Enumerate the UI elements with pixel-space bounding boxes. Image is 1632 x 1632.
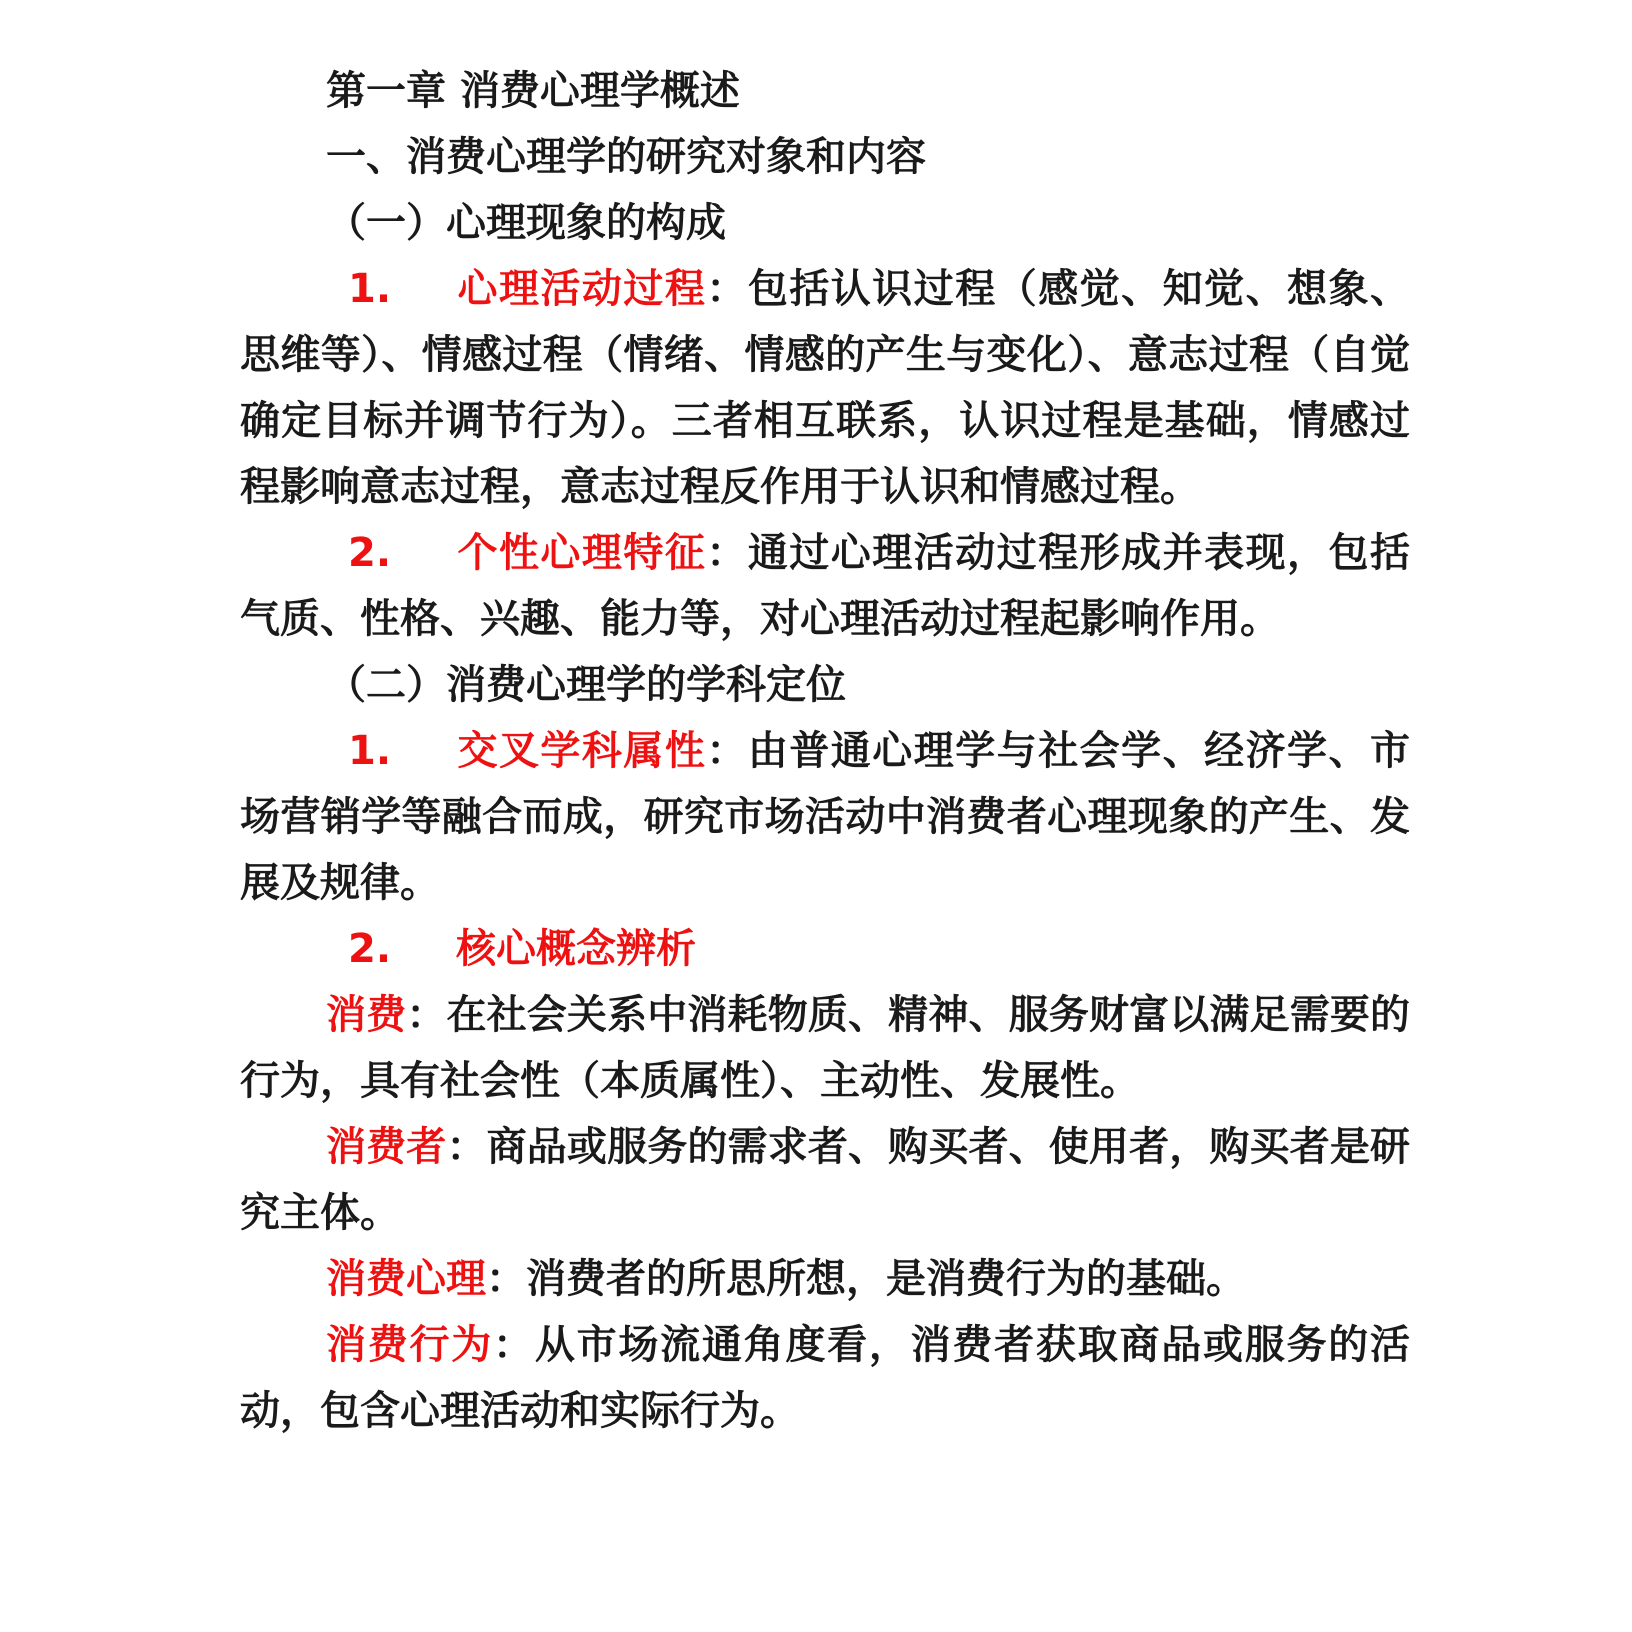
item-term: 个性心理特征 — [456, 530, 707, 576]
item-number: 1. — [348, 266, 392, 312]
concept-text: 商品或服务的需求者、购买者、使用者，购买者是研究主体。 — [240, 1124, 1411, 1236]
item-text: 通过心理活动过程形成并表现，包括气质、性格、兴趣、能力等，对心理活动过程起影响作用。 — [240, 530, 1411, 642]
concept-consumer — [240, 1114, 1410, 1246]
concept-text: 在社会关系中消耗物质、精神、服务财富以满足需要的行为，具有社会性（本质属性）、主动性、发展性。 — [240, 992, 1411, 1104]
item-number: 2. — [348, 530, 392, 576]
concept-consumer-psychology — [240, 1246, 1410, 1312]
concept-colon: ： — [486, 1256, 526, 1302]
concept-term: 消费心理 — [326, 1256, 486, 1302]
item-number: 1. — [348, 728, 392, 774]
concept-colon: ： — [406, 992, 447, 1038]
item-colon: ： — [706, 530, 748, 576]
item-term: 心理活动过程 — [456, 266, 707, 312]
paragraph-interdisciplinary — [240, 718, 1410, 916]
concept-colon: ： — [446, 1124, 487, 1170]
subsection-heading-2: （二）消费心理学的学科定位 — [326, 662, 846, 708]
section-heading: 一、消费心理学的研究对象和内容 — [326, 134, 926, 180]
concept-text: 消费者的所思所想，是消费行为的基础。 — [526, 1256, 1246, 1302]
item-text: 由普通心理学与社会学、经济学、市场营销学等融合而成，研究市场活动中消费者心理现象的产生、发展及规律。 — [240, 728, 1411, 906]
paragraph-core-concepts — [240, 916, 1410, 982]
concept-consumption — [240, 982, 1410, 1114]
subsection-heading-1: （一）心理现象的构成 — [326, 200, 726, 246]
concept-term: 消费者 — [326, 1124, 447, 1170]
concept-colon: ： — [493, 1322, 535, 1368]
chapter-title: 第一章 消费心理学概述 — [326, 68, 740, 114]
item-text: 包括认识过程（感觉、知觉、想象、思维等）、情感过程（情绪、情感的产生与变化）、意志过程（自觉确定目标并调节行为）。三者相互联系，认识过程是基础，情感过程影响意志过程，意志过程反作用于认识和情感过程。 — [240, 266, 1411, 510]
item-number: 2. — [348, 926, 392, 972]
paragraph-mental-process — [240, 256, 1410, 520]
item-colon: ： — [706, 266, 748, 312]
document-page — [240, 58, 1410, 1444]
item-colon: ： — [706, 728, 748, 774]
paragraph-personality-traits — [240, 520, 1410, 652]
concept-term: 消费行为 — [326, 1322, 494, 1368]
concept-term: 消费 — [326, 992, 407, 1038]
concept-text: 从市场流通角度看，消费者获取商品或服务的活动，包含心理活动和实际行为。 — [240, 1322, 1411, 1434]
item-term: 交叉学科属性 — [456, 728, 707, 774]
concept-consumer-behavior — [240, 1312, 1410, 1444]
item-term: 核心概念辨析 — [456, 926, 696, 972]
